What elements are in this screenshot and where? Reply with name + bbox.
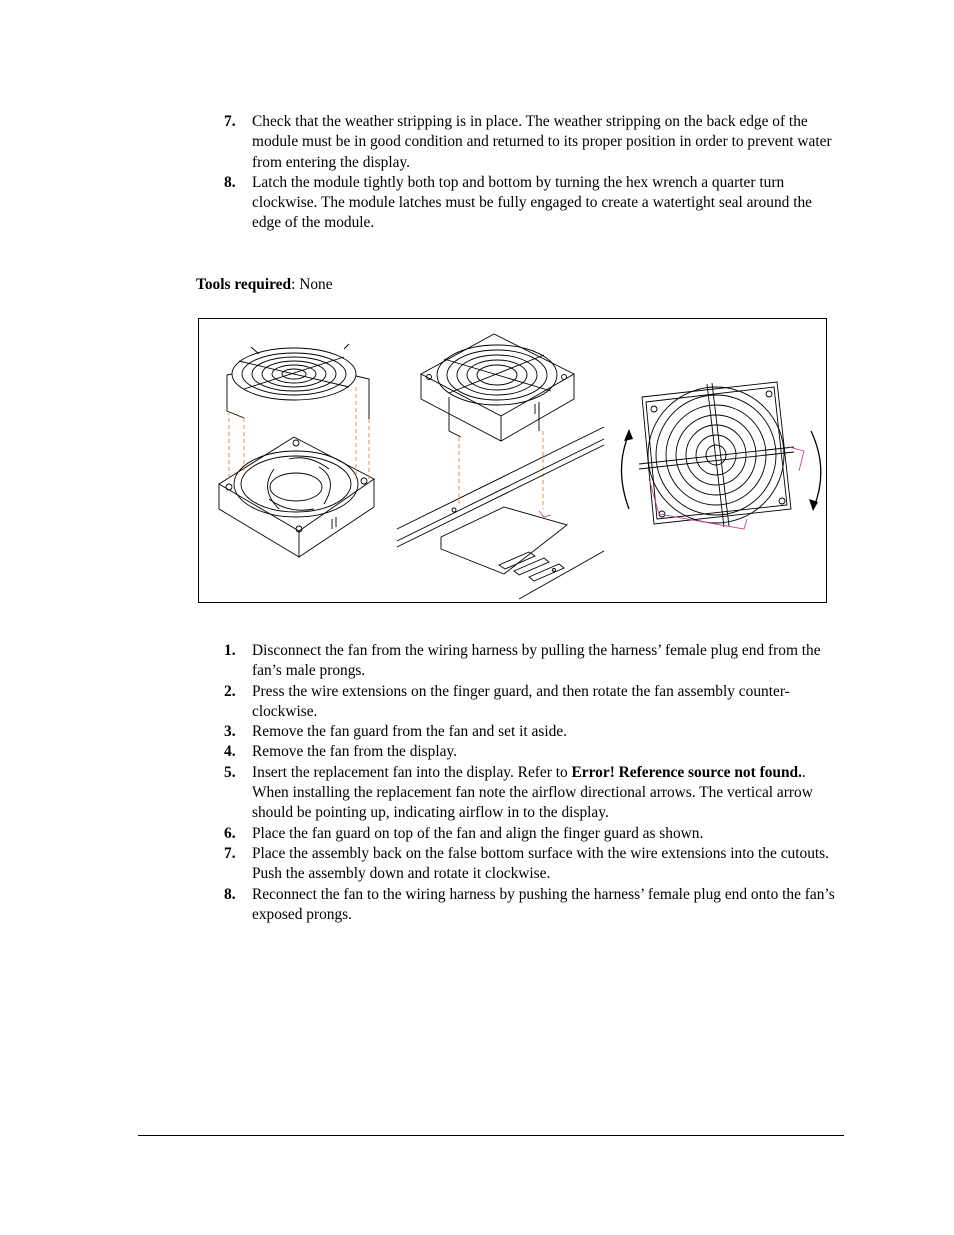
list-item xyxy=(224,112,844,173)
fan-top-view-right xyxy=(639,382,794,527)
step-text: Latch the module tightly both top and bottom by turning the hex wrench a quarter turn clockwise. The module latches must be fully engaged to create a watertight seal around the edge of the module. xyxy=(252,173,812,232)
step-number: 8. xyxy=(224,885,236,903)
false-bottom-panel xyxy=(397,427,604,599)
tools-required-label: Tools required xyxy=(196,276,292,293)
step-number: 7. xyxy=(224,844,236,862)
step-text: Place the fan guard on top of the fan and align the finger guard as shown. xyxy=(252,824,704,842)
steps-list-bottom xyxy=(224,641,844,925)
list-item xyxy=(224,824,844,844)
list-item xyxy=(224,844,844,885)
list-item xyxy=(224,763,844,824)
step-number: 6. xyxy=(224,824,236,842)
step-text: Place the assembly back on the false bottom surface with the wire extensions into the cutouts. Push the assembly down and rotate it clockwise. xyxy=(252,844,829,883)
list-item xyxy=(224,742,844,762)
cutout-highlight xyxy=(539,511,551,517)
step-text-before: Insert the replacement fan into the display. Refer to xyxy=(252,763,572,781)
footer-rule xyxy=(138,1135,844,1136)
step-number: 5. xyxy=(224,763,236,781)
step-text-after: . When installing the replacement fan note the airflow directional arrows. The vertical arrow should be pointing up, indicating airflow in to the display. xyxy=(252,763,813,822)
fan-body-left xyxy=(219,437,374,557)
fan-replacement-figure xyxy=(198,318,827,603)
tools-required-value: : None xyxy=(291,276,333,293)
step-number: 4. xyxy=(224,743,236,761)
step-text: Disconnect the fan from the wiring harness by pulling the harness’ female plug end from the fan’s male prongs. xyxy=(252,642,821,680)
step-text: Reconnect the fan to the wiring harness by pushing the harness’ female plug end onto the fan’s exposed prongs. xyxy=(252,885,835,923)
step-number: 1. xyxy=(224,642,236,659)
step-number: 3. xyxy=(224,723,236,741)
list-item xyxy=(224,682,844,723)
cross-reference-error: Error! Reference source not found. xyxy=(571,763,802,781)
tools-required xyxy=(196,275,333,295)
step-number: 2. xyxy=(224,682,236,700)
fan-assembly-middle xyxy=(421,334,574,441)
step-text: Check that the weather stripping is in place. The weather stripping on the back edge of the module must be in good condition and returned to its proper position in order to prevent water from entering the display. xyxy=(252,113,832,171)
step-text: Remove the fan from the display. xyxy=(252,743,458,761)
fan-illustration xyxy=(199,319,828,604)
steps-list-top xyxy=(224,112,844,234)
step-number: 7. xyxy=(224,113,236,130)
list-item xyxy=(224,885,844,926)
finger-guard-left xyxy=(227,344,369,419)
step-text: Remove the fan guard from the fan and set it aside. xyxy=(252,723,567,741)
step-number: 8. xyxy=(224,173,236,191)
list-item xyxy=(224,173,844,234)
list-item xyxy=(224,641,844,682)
list-item xyxy=(224,722,844,742)
step-text: Press the wire extensions on the finger guard, and then rotate the fan assembly counter-clockwise. xyxy=(252,682,790,720)
